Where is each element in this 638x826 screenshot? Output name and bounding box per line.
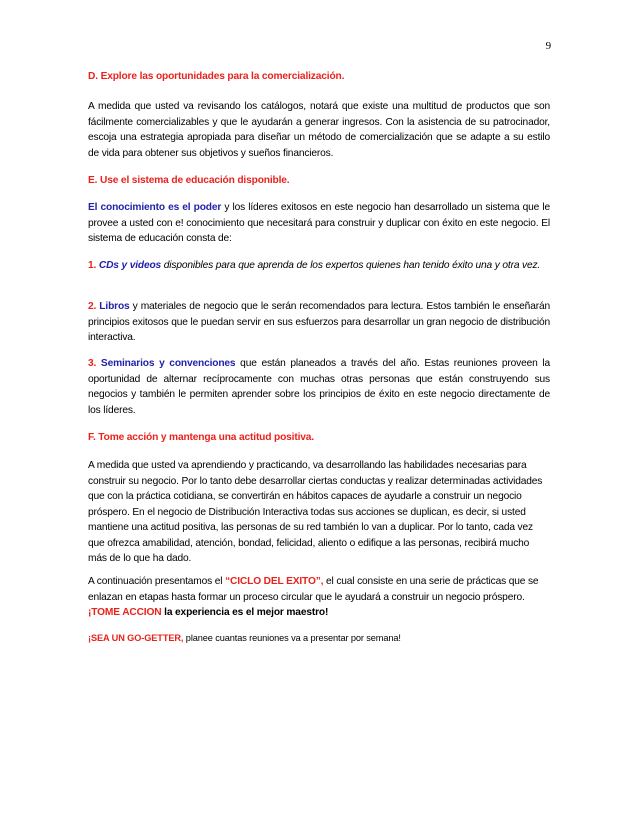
cycle-name: “CICLO DEL EXITO”, [225, 576, 324, 587]
page-number: 9 [545, 40, 551, 52]
list-item-text: que están planeados a través del año. Estas reuniones proveen la oportunidad de alternar recíprocamente con muchas otras personas que están construyendo sus negocios y también le permiten aprender sobre los principios de éxito en este negocio directamente de los líderes. [88, 358, 551, 416]
list-item-title: CDs y videos [96, 260, 162, 271]
list-item-number: 2. [88, 301, 97, 312]
section-d-heading: D. Explore las oportunidades para la comercialización. [88, 71, 345, 82]
section-e-text: y los líderes exitosos en este negocio han desarrollado un sistema que le provee a usted con e! conocimiento que necesitará para construir y duplicar con éxito en este negocio. El sistema de educación consta de: [88, 202, 550, 244]
closing-lead: ¡SEA UN GO-GETTER, [88, 633, 184, 643]
list-item-text: y materiales de negocio que le serán recomendados para lectura. Estos también le enseñarán principios exitosos que le puedan servir en sus esfuerzos para desarrollar un gran negocio de distribución interactiva. [88, 301, 550, 343]
list-item-title: Libros [96, 301, 130, 312]
cycle-paragraph [88, 574, 550, 621]
closing-note [88, 631, 550, 647]
list-item-title: Seminarios y convenciones [96, 358, 236, 369]
section-d-paragraph: A medida que usted va revisando los catálogos, notará que existe una multitud de productos que son fácilmente comercializables y que le ayudarán a generar ingresos. Con la asistencia de su patrocinador, escoja una estrategia apropiada para diseñar un método de comercialización que se adapte a su estilo de vida para obtener sus objetivos y sueños financieros. [88, 101, 550, 159]
section-e-paragraph [88, 200, 550, 247]
list-item-number: 3. [88, 358, 97, 369]
list-item-text: disponibles para que aprenda de los expertos quienes han tenido éxito una y otra vez. [161, 260, 541, 271]
section-f-heading: F. Tome acción y mantenga una actitud positiva. [88, 432, 314, 443]
cycle-intro: A continuación presentamos el [88, 576, 226, 587]
list-item-number: 1. [88, 260, 97, 271]
list-item [88, 356, 550, 418]
cycle-text: el cual consiste en una serie de prácticas que se enlazan en etapas hasta formar un proceso circular que le ayudará a construir un negocio próspero. [88, 576, 539, 603]
section-f-paragraph: A medida que usted va aprendiendo y practicando, va desarrollando las habilidades necesarias para construir su negocio. Por lo tanto debe desarrollar ciertas conductas y realizar determinadas actividades que con la práctica cotidiana, se convertirán en hábitos capaces de ayudarle a construir un negocio próspero. En el negocio de Distribución Interactiva todas sus acciones se duplican, es decir, si usted mantiene una actitud positiva, las personas de su red también lo van a duplicar. Por lo tanto, cada vez que ofrezca amabilidad, atención, bondad, felicidad, aliento o edifique a las personas, recibirá mucho más de lo que ha dado. [88, 460, 543, 564]
list-item [88, 258, 550, 274]
cta-text: ¡TOME ACCION [88, 607, 162, 618]
section-e-heading: E. Use el sistema de educación disponible. [88, 175, 290, 186]
section-e-lead: El conocimiento es el poder [88, 202, 222, 213]
list-item [88, 299, 550, 346]
cta-rest: la experiencia es el mejor maestro! [161, 607, 329, 618]
closing-text: planee cuantas reuniones va a presentar por semana! [183, 633, 401, 643]
